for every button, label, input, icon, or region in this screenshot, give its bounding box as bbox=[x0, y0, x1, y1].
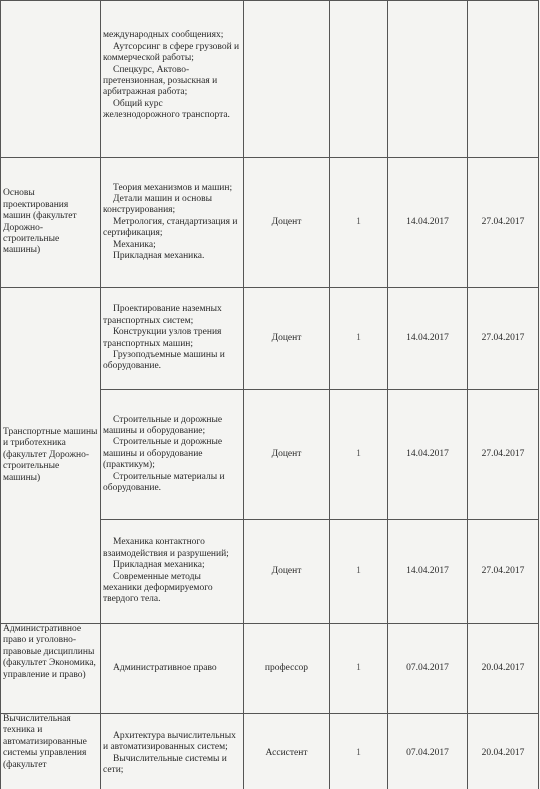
end-date-cell: 27.04.2017 bbox=[468, 390, 539, 520]
start-date-cell: 14.04.2017 bbox=[388, 288, 468, 390]
department-cell: Вычислительная техника и автоматизированные системы управления (факультет bbox=[1, 714, 101, 789]
subject-item: Современные методы механики деформируемого твердого тела. bbox=[103, 571, 213, 605]
position-cell: Доцент bbox=[244, 158, 330, 288]
end-date-cell: 27.04.2017 bbox=[468, 288, 539, 390]
subject-item: Спецкурс, Актово-претензионная, розыскная и арбитражная работа; bbox=[103, 64, 218, 98]
subject-item: Общий курс железнодорожного транспорта. bbox=[103, 98, 230, 121]
subject-item: Теория механизмов и машин; bbox=[113, 182, 233, 193]
subject-item: Конструкции узлов трения транспортных машин; bbox=[103, 327, 222, 349]
rate-cell: 1 bbox=[330, 158, 388, 288]
subjects-cell bbox=[101, 520, 244, 624]
end-date-cell: 27.04.2017 bbox=[468, 520, 539, 624]
subject-item: Механика; bbox=[113, 239, 156, 250]
start-date-cell: 07.04.2017 bbox=[388, 624, 468, 714]
start-date-cell: 07.04.2017 bbox=[388, 714, 468, 789]
subject-item: Проектирование наземных транспортных систем; bbox=[103, 304, 222, 326]
start-date-cell bbox=[388, 1, 468, 158]
subject-item: Прикладная механика. bbox=[113, 251, 205, 262]
rate-cell bbox=[330, 1, 388, 158]
department-cell: Основы проектирования машин (факультет Дорожно-строительные машины) bbox=[1, 158, 101, 288]
department-cell bbox=[1, 1, 101, 158]
rate-cell: 1 bbox=[330, 624, 388, 714]
position-cell: Доцент bbox=[244, 390, 330, 520]
position-cell bbox=[244, 1, 330, 158]
position-cell: Доцент bbox=[244, 520, 330, 624]
subject-item: международных сообщениях; bbox=[103, 30, 224, 41]
position-cell: Ассистент bbox=[244, 714, 330, 789]
end-date-cell bbox=[468, 1, 539, 158]
subject-item: Детали машин и основы конструирования; bbox=[103, 193, 212, 216]
rate-cell: 1 bbox=[330, 390, 388, 520]
subject-item: Строительные и дорожные машины и оборудование; bbox=[103, 414, 223, 436]
subject-item: Аутсорсинг в сфере грузовой и коммерческой работы; bbox=[103, 41, 240, 64]
department-cell: Транспортные машины и триботехника (факультет Дорожно-строительные машины) bbox=[1, 288, 101, 624]
rate-cell: 1 bbox=[330, 520, 388, 624]
start-date-cell: 14.04.2017 bbox=[388, 390, 468, 520]
subject-item: Архитектура вычислительных и автоматизированных систем; bbox=[103, 730, 236, 753]
position-cell: Доцент bbox=[244, 288, 330, 390]
rate-cell: 1 bbox=[330, 714, 388, 789]
start-date-cell: 14.04.2017 bbox=[388, 158, 468, 288]
subject-item: Административное право bbox=[113, 662, 217, 673]
subjects-cell bbox=[101, 390, 244, 520]
table-row bbox=[1, 1, 539, 158]
subject-item: Строительные и дорожные машины и оборудование (практикум); bbox=[103, 437, 223, 471]
start-date-cell: 14.04.2017 bbox=[388, 520, 468, 624]
position-cell: профессор bbox=[244, 624, 330, 714]
end-date-cell: 27.04.2017 bbox=[468, 158, 539, 288]
subjects-cell bbox=[101, 714, 244, 789]
table-row bbox=[1, 714, 539, 789]
subject-item: Вычислительные системы и сети; bbox=[103, 753, 227, 775]
table-row bbox=[1, 288, 539, 390]
subject-item: Прикладная механика; bbox=[113, 560, 205, 571]
subjects-cell bbox=[101, 1, 244, 158]
subject-item: Грузоподъемные машины и оборудование. bbox=[103, 349, 225, 372]
subject-item: Строительные материалы и оборудование. bbox=[103, 471, 225, 494]
table-row bbox=[1, 624, 539, 714]
table-row bbox=[1, 158, 539, 288]
subject-item: Метрология, стандартизация и сертификация; bbox=[103, 216, 238, 239]
subject-item: Механика контактного взаимодействия и разрушений; bbox=[103, 537, 229, 559]
rate-cell: 1 bbox=[330, 288, 388, 390]
subjects-cell bbox=[101, 158, 244, 288]
department-cell: Административное право и уголовно-правовые дисциплины (факультет Экономика, управление и право) bbox=[1, 624, 101, 714]
end-date-cell: 20.04.2017 bbox=[468, 624, 539, 714]
subjects-cell bbox=[101, 288, 244, 390]
subjects-cell bbox=[101, 624, 244, 714]
end-date-cell: 20.04.2017 bbox=[468, 714, 539, 789]
